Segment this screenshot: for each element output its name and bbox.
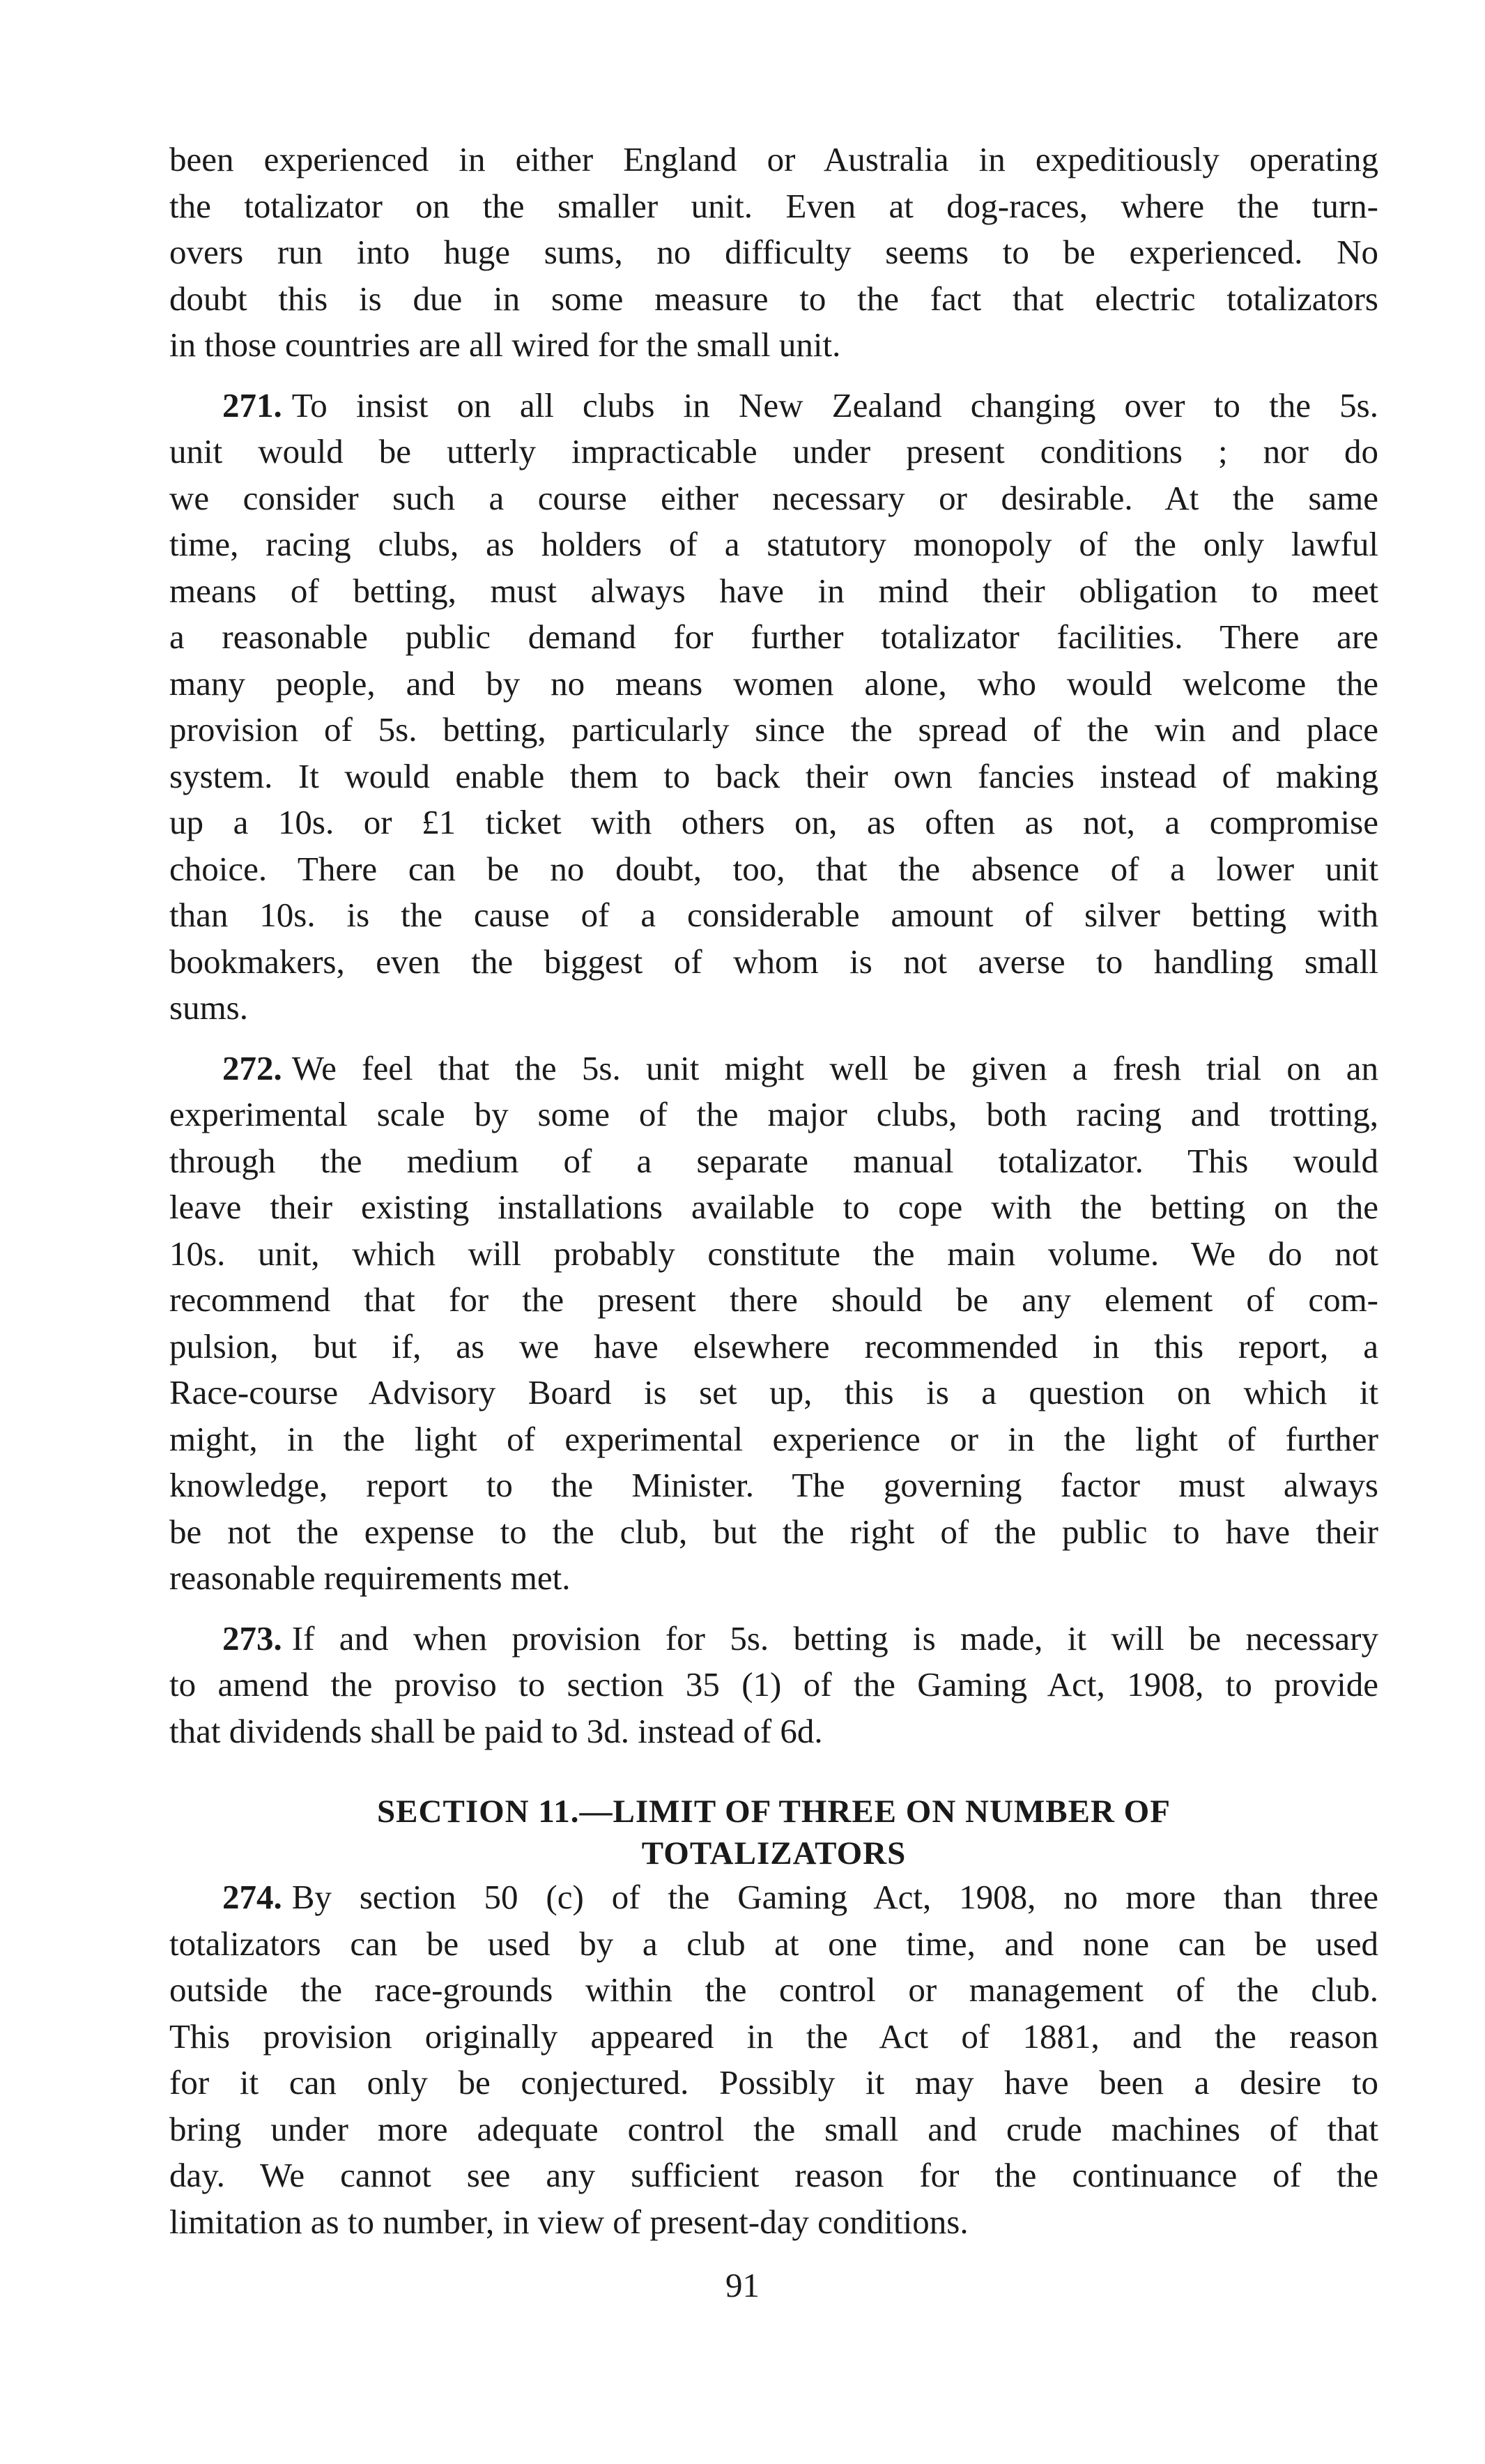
text-line [169,229,1378,276]
text-line [169,1616,1378,1662]
text-line [169,1231,1378,1278]
text-line [169,799,1378,846]
line-text: limitation as to number, in view of present-day conditions. [169,2202,969,2241]
body-text-top [169,137,1378,1754]
line-text: bookmakers, even the biggest of whom is not averse to handling small [169,942,1378,981]
text-line [169,1509,1378,1556]
paragraph-274 [169,1874,1378,2245]
line-text: many people, and by no means women alone, who would welcome the [169,664,1378,703]
text-line [169,614,1378,661]
line-text: doubt this is due in some measure to the fact that electric totalizators [169,279,1378,318]
line-text: through the medium of a separate manual totalizator. This would [169,1141,1378,1180]
line-text: means of betting, must always have in mind their obligation to meet [169,571,1378,610]
text-line [169,939,1378,986]
line-text: a reasonable public demand for further totalizator facilities. There are [169,618,1378,656]
text-line [169,892,1378,939]
text-line [169,429,1378,475]
line-text: be not the expense to the club, but the right of the public to have their [169,1512,1378,1551]
line-text: experimental scale by some of the major clubs, both racing and trotting, [169,1095,1378,1133]
text-line [169,1921,1378,1968]
text-line [169,1324,1378,1370]
text-line [169,521,1378,568]
line-text: day. We cannot see any sufficient reason for the continuance of the [169,2156,1378,2194]
text-line [169,1138,1378,1185]
text-line [169,661,1378,707]
text-line [169,1370,1378,1416]
line-text: This provision originally appeared in the Act of 1881, and the reason [169,2017,1378,2056]
text-line [169,707,1378,753]
text-line [169,1416,1378,1463]
line-text: If and when provision for 5s. betting is made, it will be necessary [291,1619,1378,1658]
text-line [169,1184,1378,1231]
line-text: recommend that for the present there should be any element of com- [169,1280,1378,1319]
line-text: totalizators can be used by a club at one time, and none can be used [169,1924,1378,1963]
text-line [169,1662,1378,1708]
paragraph-273 [169,1616,1378,1755]
line-text: than 10s. is the cause of a considerable amount of silver betting with [169,896,1378,934]
line-text: By section 50 (c) of the Gaming Act, 1908, no more than three [291,1878,1378,1916]
line-text: up a 10s. or £1 ticket with others on, as often as not, a compromise [169,803,1378,841]
line-text: knowledge, report to the Minister. The governing factor must always [169,1466,1378,1504]
body-text-bottom [169,1874,1378,2245]
line-text: to amend the proviso to section 35 (1) of the Gaming Act, 1908, to provide [169,1665,1378,1704]
line-text: To insist on all clubs in New Zealand changing over to the 5s. [291,385,1378,424]
paragraph-272 [169,1046,1378,1602]
line-text: bring under more adequate control the small and crude machines of that [169,2109,1378,2148]
page-number: 91 [725,2266,760,2304]
text-line [169,2060,1378,2106]
line-text: 10s. unit, which will probably constitute the main volume. We do not [169,1234,1378,1273]
text-line [169,1046,1378,1092]
text-line [169,985,1378,1032]
line-text: that dividends shall be paid to 3d. instead of 6d. [169,1711,823,1750]
paragraph-number: 274. [222,1878,282,1916]
text-line [169,568,1378,615]
paragraph-number: 271. [222,385,282,424]
text-line [169,383,1378,429]
text-line [169,276,1378,323]
text-line [169,1555,1378,1602]
section-heading [169,1791,1378,1874]
line-text: sums. [169,988,249,1027]
line-text: system. It would enable them to back their own fancies instead of making [169,756,1378,795]
line-text: time, racing clubs, as holders of a statutory monopoly of the only lawful [169,525,1378,563]
paragraph-continuation [169,137,1378,369]
line-text: for it can only be conjectured. Possibly it may have been a desire to [169,2063,1378,2102]
paragraph-number: 273. [222,1619,282,1658]
text-line [169,2152,1378,2199]
line-text: leave their existing installations available to cope with the betting on the [169,1188,1378,1226]
text-line [169,753,1378,800]
text-line [169,1708,1378,1755]
text-line [169,2199,1378,2246]
text-line [169,183,1378,230]
paragraph-271 [169,383,1378,1032]
line-text: the totalizator on the smaller unit. Even at dog-races, where the turn- [169,186,1378,225]
document-page [169,137,1378,2245]
line-text: choice. There can be no doubt, too, that the absence of a lower unit [169,849,1378,888]
section-heading-line-2: TOTALIZATORS [641,1835,907,1872]
text-line [169,1092,1378,1138]
text-line [169,2106,1378,2153]
line-text: outside the race-grounds within the control or management of the club. [169,1971,1378,2009]
line-text: provision of 5s. betting, particularly since the spread of the win and place [169,710,1378,749]
text-line [169,1277,1378,1324]
line-text: overs run into huge sums, no difficulty seems to be experienced. No [169,233,1378,271]
line-text: reasonable requirements met. [169,1559,571,1597]
text-line [169,846,1378,893]
line-text: we consider such a course either necessary or desirable. At the same [169,478,1378,517]
text-line [169,137,1378,183]
text-line [169,2014,1378,2060]
text-line [169,322,1378,369]
paragraph-number: 272. [222,1048,282,1087]
text-line [169,1874,1378,1921]
text-line [169,1967,1378,2014]
text-line [169,1462,1378,1509]
line-text: Race-course Advisory Board is set up, this is a question on which it [169,1373,1378,1411]
line-text: pulsion, but if, as we have elsewhere recommended in this report, a [169,1326,1378,1365]
line-text: in those countries are all wired for the small unit. [169,326,841,364]
line-text: unit would be utterly impracticable under present conditions ; nor do [169,432,1378,470]
line-text: We feel that the 5s. unit might well be given a fresh trial on an [291,1048,1378,1087]
section-heading-line-1: SECTION 11.—LIMIT OF THREE ON NUMBER OF [377,1793,1171,1830]
text-line [169,475,1378,522]
line-text: been experienced in either England or Australia in expeditiously operating [169,140,1378,178]
line-text: might, in the light of experimental experience or in the light of further [169,1419,1378,1458]
